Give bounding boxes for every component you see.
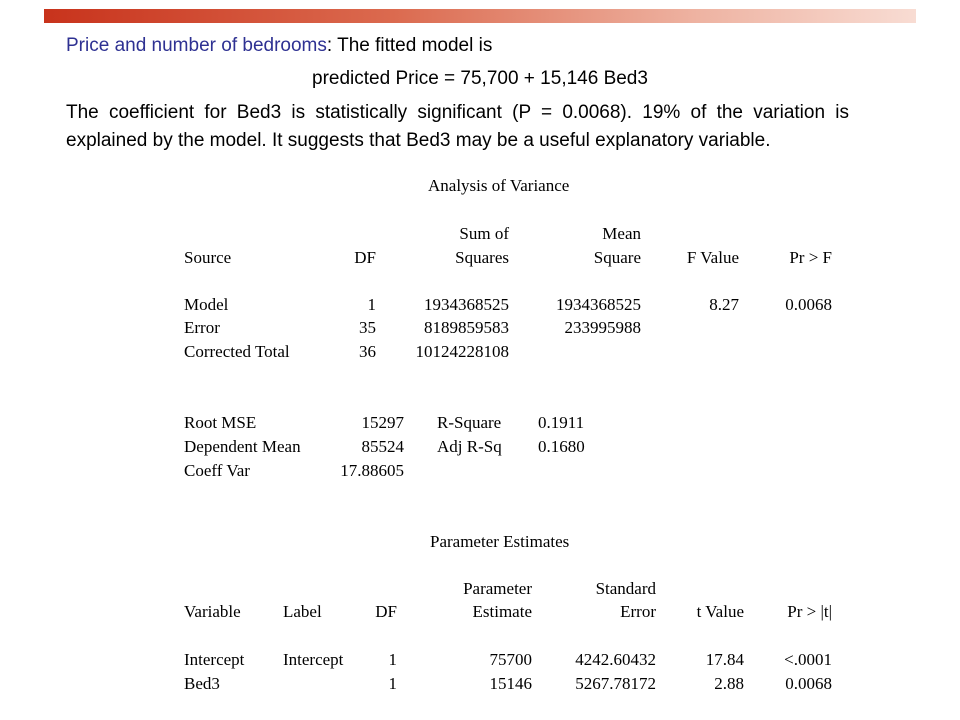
anova-header-ms-top: Mean [602, 224, 641, 243]
fit-value: 17.88605 [340, 461, 404, 480]
anova-cell-df: 36 [359, 342, 376, 361]
params-header-t: t Value [696, 602, 744, 621]
params-cell-estimate: 75700 [489, 650, 532, 669]
params-title: Parameter Estimates [430, 532, 570, 551]
anova-cell-ms: 1934368525 [556, 295, 641, 314]
anova-cell-p: 0.0068 [785, 295, 832, 314]
params-header-label: Label [283, 602, 322, 621]
anova-header-source: Source [184, 248, 232, 267]
fit-label: Root MSE [184, 413, 257, 432]
anova-cell-ss: 1934368525 [424, 295, 509, 314]
anova-header-p: Pr > F [789, 248, 832, 267]
fit-label: Dependent Mean [184, 437, 301, 456]
params-header-df: DF [375, 602, 397, 621]
anova-cell-df: 1 [367, 295, 376, 314]
anova-cell-ms: 233995988 [564, 318, 641, 337]
anova-header-ms-bottom: Square [593, 248, 641, 267]
intro-highlight: Price and number of bedrooms [66, 35, 327, 56]
params-header-est-top: Parameter [463, 579, 532, 598]
anova-title: Analysis of Variance [428, 176, 570, 195]
anova-header-ss-bottom: Squares [455, 248, 509, 267]
interpretation-paragraph: The coefficient for Bed3 is statistically significant (P = 0.0068). 19% of the variation is explained by the model. It suggests that Bed3 may be a useful explanatory variable. [66, 102, 849, 151]
intro-rest: : The fitted model is [326, 35, 493, 56]
fit-label: R-Square [437, 413, 502, 432]
anova-header-ss-top: Sum of [459, 224, 509, 243]
fit-value: 85524 [361, 437, 404, 456]
params-cell-df: 1 [388, 674, 397, 693]
anova-header-f: F Value [686, 248, 739, 267]
params-header-est-bottom: Estimate [472, 602, 532, 621]
anova-cell-f: 8.27 [709, 295, 739, 314]
params-cell-df: 1 [388, 650, 397, 669]
params-header-se-bottom: Error [620, 602, 656, 621]
params-cell-variable: Intercept [184, 650, 245, 669]
params-cell-estimate: 15146 [489, 674, 532, 693]
intro-line [66, 35, 492, 57]
fit-label: Coeff Var [184, 461, 250, 480]
fit-value: 15297 [361, 413, 404, 432]
fit-value: 0.1680 [538, 437, 585, 456]
params-cell-p: <.0001 [784, 650, 832, 669]
params-cell-p: 0.0068 [785, 674, 832, 693]
title-accent-bar [44, 9, 916, 23]
anova-cell-ss: 8189859583 [424, 318, 509, 337]
anova-cell-source: Model [184, 295, 229, 314]
model-formula: predicted Price = 75,700 + 15,146 Bed3 [312, 68, 648, 89]
fit-label: Adj R-Sq [437, 437, 502, 456]
anova-header-df: DF [354, 248, 376, 267]
params-header-p: Pr > |t| [787, 602, 832, 621]
params-header-variable: Variable [184, 602, 241, 621]
anova-cell-source: Error [184, 318, 220, 337]
params-cell-label: Intercept [283, 650, 344, 669]
params-cell-stderr: 5267.78172 [575, 674, 656, 693]
fit-value: 0.1911 [538, 413, 585, 432]
anova-cell-source: Corrected Total [184, 342, 290, 361]
params-cell-t: 2.88 [714, 674, 744, 693]
params-header-se-top: Standard [595, 579, 656, 598]
anova-cell-df: 35 [359, 318, 376, 337]
params-cell-stderr: 4242.60432 [575, 650, 656, 669]
params-cell-variable: Bed3 [184, 674, 220, 693]
params-cell-t: 17.84 [705, 650, 744, 669]
anova-cell-ss: 10124228108 [415, 342, 509, 361]
